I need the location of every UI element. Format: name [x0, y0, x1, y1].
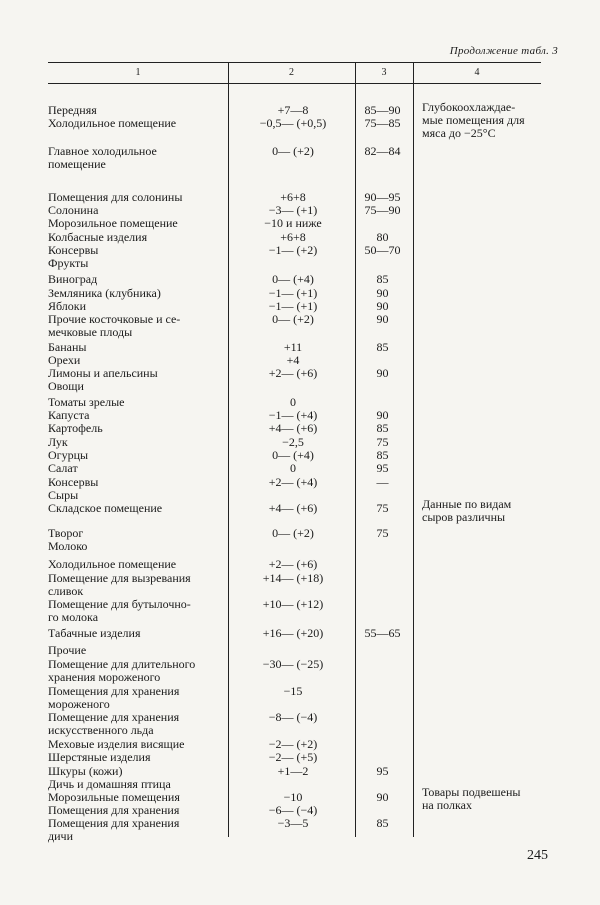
row-temperature: −1— (+1): [268, 299, 318, 313]
row-name: Салат: [48, 461, 78, 475]
header-col-2: 2: [289, 67, 294, 78]
row-temperature: 0— (+4): [272, 448, 314, 462]
row-temperature: −1— (+1): [268, 286, 318, 300]
row-name: Холодильное помещение: [48, 116, 177, 130]
row-name: Холодильное помещение: [48, 557, 177, 571]
row-humidity: 50—70: [364, 243, 401, 257]
row-temperature: +2— (+4): [268, 475, 318, 489]
row-temperature: −30— (−25): [262, 657, 324, 671]
row-name: Табачные изделия: [48, 626, 141, 640]
note-line: мяса до −25°С: [422, 126, 496, 140]
row-humidity: 82—84: [364, 144, 401, 158]
row-temperature: −10: [283, 790, 303, 804]
row-name: Огурцы: [48, 448, 89, 462]
row-name: Солонина: [48, 203, 99, 217]
row-temperature: +2— (+6): [268, 557, 318, 571]
row-humidity: 85: [376, 272, 389, 286]
row-temperature: +11: [283, 340, 303, 354]
row-name: Сыры: [48, 488, 79, 502]
row-humidity: 90—95: [364, 190, 401, 204]
row-name: Помещения для хранения: [48, 803, 180, 817]
row-name: Помещения для хранения: [48, 684, 180, 698]
header-col-1: 1: [135, 67, 141, 78]
row-name: Молоко: [48, 539, 88, 553]
row-temperature: −2— (+2): [268, 737, 318, 751]
note-line: Товары подвешены: [422, 785, 521, 799]
row-temperature: 0— (+2): [272, 526, 314, 540]
row-temperature: 0— (+2): [272, 312, 314, 326]
row-humidity: 80: [376, 230, 389, 244]
row-humidity: 90: [376, 366, 389, 380]
note-line: сыров различны: [422, 510, 506, 524]
row-temperature: 0— (+2): [272, 144, 314, 158]
row-name: Шерстяные изделия: [48, 750, 151, 764]
row-temperature: 0: [290, 395, 296, 409]
column-divider-3: [413, 62, 414, 837]
row-name: Помещения для солонины: [48, 190, 183, 204]
row-temperature: +7—8: [277, 103, 309, 117]
row-name: Виноград: [48, 272, 98, 286]
table-caption: Продолжение табл. 3: [449, 45, 558, 57]
row-name: Творог: [48, 526, 84, 540]
row-temperature: +4: [286, 353, 300, 367]
note-line: мые помещения для: [422, 113, 525, 127]
row-temperature: −3— (+1): [268, 203, 318, 217]
row-humidity: 85—90: [364, 103, 401, 117]
row-humidity: 90: [376, 286, 389, 300]
row-name: мечковые плоды: [48, 325, 133, 339]
row-name: Морозильные помещения: [48, 790, 180, 804]
row-name: Дичь и домашняя птица: [48, 777, 171, 791]
row-temperature: −1— (+4): [268, 408, 318, 422]
row-name: го молока: [48, 610, 99, 624]
row-name: Передняя: [48, 103, 97, 117]
row-temperature: 0: [290, 461, 296, 475]
row-humidity: 85: [376, 816, 389, 830]
row-temperature: +6+8: [280, 230, 306, 244]
row-name: мороженого: [48, 697, 110, 711]
row-temperature: −10 и ниже: [264, 216, 322, 230]
row-name: Помещения для хранения: [48, 816, 180, 830]
row-name: Помещение для хранения: [48, 710, 180, 724]
row-name: Фрукты: [48, 256, 89, 270]
row-temperature: +14— (+18): [262, 571, 324, 585]
row-temperature: +4— (+6): [268, 501, 318, 515]
row-temperature: +1—2: [277, 764, 309, 778]
row-temperature: −0,5— (+0,5): [259, 116, 327, 130]
row-temperature: +10— (+12): [262, 597, 324, 611]
row-name: Лимоны и апельсины: [48, 366, 158, 380]
row-name: Меховые изделия висящие: [48, 737, 185, 751]
page-number: 245: [527, 848, 548, 863]
row-humidity: 85: [376, 340, 389, 354]
row-temperature: −2,5: [282, 435, 304, 449]
row-temperature: −15: [283, 684, 303, 698]
row-humidity: 85: [376, 448, 389, 462]
row-humidity: 75—90: [364, 203, 401, 217]
row-humidity: —: [376, 475, 389, 489]
row-name: Орехи: [48, 353, 81, 367]
row-humidity: 85: [376, 421, 389, 435]
row-name: Шкуры (кожи): [48, 764, 123, 778]
row-temperature: −6— (−4): [268, 803, 318, 817]
row-temperature: 0— (+4): [272, 272, 314, 286]
row-name: Овощи: [48, 379, 84, 393]
row-temperature: −1— (+2): [268, 243, 318, 257]
note-line: Данные по видам: [422, 497, 512, 511]
row-name: сливок: [48, 584, 84, 598]
row-humidity: 95: [376, 461, 389, 475]
row-name: Прочие: [48, 643, 87, 657]
row-humidity: 90: [376, 790, 389, 804]
header-col-4: 4: [474, 67, 480, 78]
row-name: Морозильное помещение: [48, 216, 178, 230]
row-humidity: 90: [376, 312, 389, 326]
row-name: Яблоки: [48, 299, 87, 313]
row-name: помещение: [48, 157, 106, 171]
header-col-3: 3: [381, 67, 387, 78]
row-name: Прочие косточковые и се-: [48, 312, 181, 326]
row-name: хранения мороженого: [48, 670, 161, 684]
row-name: Складское помещение: [48, 501, 163, 515]
row-temperature: +16— (+20): [262, 626, 324, 640]
row-humidity: 75: [376, 435, 389, 449]
row-temperature: +4— (+6): [268, 421, 318, 435]
note-meat: [422, 101, 547, 140]
row-temperature: −2— (+5): [268, 750, 318, 764]
row-humidity: 75—85: [364, 116, 401, 130]
row-name: Капуста: [48, 408, 90, 422]
note-game: [422, 786, 547, 812]
row-name: Картофель: [48, 421, 103, 435]
note-cheese: [422, 498, 547, 524]
row-name: Помещение для вызревания: [48, 571, 191, 585]
row-humidity: 75: [376, 526, 389, 540]
row-name: Помещение для бутылочно-: [48, 597, 191, 611]
note-line: Глубокоохлаждае-: [422, 100, 516, 114]
note-line: на полках: [422, 798, 472, 812]
row-name: дичи: [48, 829, 73, 843]
table-top-rule: [48, 62, 541, 63]
row-humidity: 95: [376, 764, 389, 778]
row-name: Колбасные изделия: [48, 230, 148, 244]
row-temperature: −3—5: [277, 816, 309, 830]
row-humidity: 75: [376, 501, 389, 515]
row-humidity: 90: [376, 408, 389, 422]
row-humidity: 90: [376, 299, 389, 313]
row-name: Консервы: [48, 243, 99, 257]
row-humidity: 55—65: [364, 626, 401, 640]
row-name: Бананы: [48, 340, 87, 354]
row-temperature: +2— (+6): [268, 366, 318, 380]
row-name: Лук: [48, 435, 68, 449]
row-temperature: +6+8: [280, 190, 306, 204]
row-name: Главное холодильное: [48, 144, 157, 158]
row-name: Помещение для длительного: [48, 657, 196, 671]
table-header-rule: [48, 83, 541, 84]
row-name: Земляника (клубника): [48, 286, 161, 300]
row-name: искусственного льда: [48, 723, 154, 737]
row-name: Томаты зрелые: [48, 395, 125, 409]
column-divider-1: [228, 62, 229, 837]
row-name: Консервы: [48, 475, 99, 489]
row-temperature: −8— (−4): [268, 710, 318, 724]
